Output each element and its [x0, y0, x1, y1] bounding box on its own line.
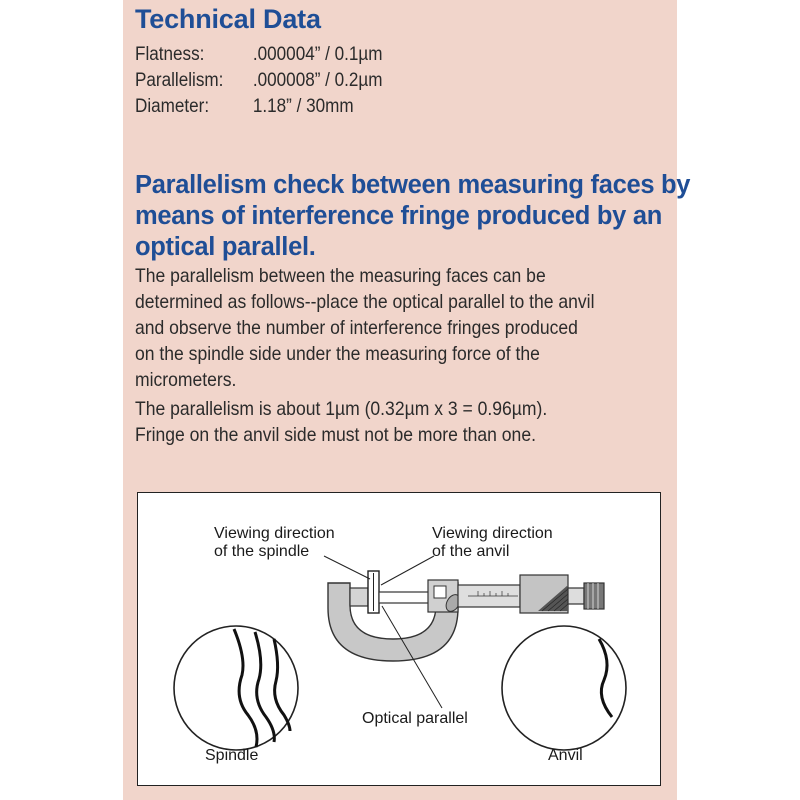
- label-anvil-view-1: Viewing direction: [432, 525, 553, 542]
- spec-label: Flatness:: [135, 44, 205, 65]
- label-optical-parallel: Optical parallel: [362, 710, 468, 727]
- spec-row-parallelism: [135, 70, 383, 92]
- label-anvil-view-2: of the anvil: [432, 543, 510, 560]
- label-spindle-view-2: of the spindle: [214, 543, 310, 560]
- spec-row-diameter: [135, 96, 354, 118]
- spec-label: Parallelism:: [135, 70, 224, 91]
- label-anvil: Anvil: [548, 747, 583, 764]
- label-spindle: Spindle: [205, 747, 259, 764]
- anvil-fringe-circle: [502, 626, 626, 750]
- spindle-fringe-circle: [174, 626, 298, 750]
- spec-value: .000008” / 0.2µm: [252, 70, 383, 91]
- spec-row-flatness: [135, 44, 383, 66]
- micrometer-figure: [137, 492, 661, 786]
- leader-anvil-view: [381, 556, 434, 585]
- body-line: and observe the number of interference fringes produced: [135, 317, 578, 339]
- body-line: determined as follows--place the optical parallel to the anvil: [135, 291, 595, 313]
- body-line: Fringe on the anvil side must not be more than one.: [135, 424, 536, 446]
- parallelism-heading: Parallelism check between measuring faces by means of interference fringe produced by an optical parallel.: [135, 171, 691, 261]
- spec-label: Diameter:: [135, 96, 210, 117]
- body-line: micrometers.: [135, 369, 237, 391]
- leader-spindle-view: [324, 556, 370, 579]
- ratchet-stop: [584, 583, 604, 609]
- body-line: The parallelism between the measuring faces can be: [135, 265, 546, 287]
- anvil-block: [350, 588, 368, 606]
- body-line: The parallelism is about 1µm (0.32µm x 3 = 0.96µm).: [135, 398, 548, 420]
- body-line: on the spindle side under the measuring force of the: [135, 343, 540, 365]
- technical-data-title: Technical Data: [135, 4, 321, 34]
- ratchet-neck: [568, 588, 584, 604]
- spec-value: .000004” / 0.1µm: [252, 44, 383, 65]
- spec-value: 1.18” / 30mm: [252, 96, 354, 117]
- label-spindle-view-1: Viewing direction: [214, 525, 335, 542]
